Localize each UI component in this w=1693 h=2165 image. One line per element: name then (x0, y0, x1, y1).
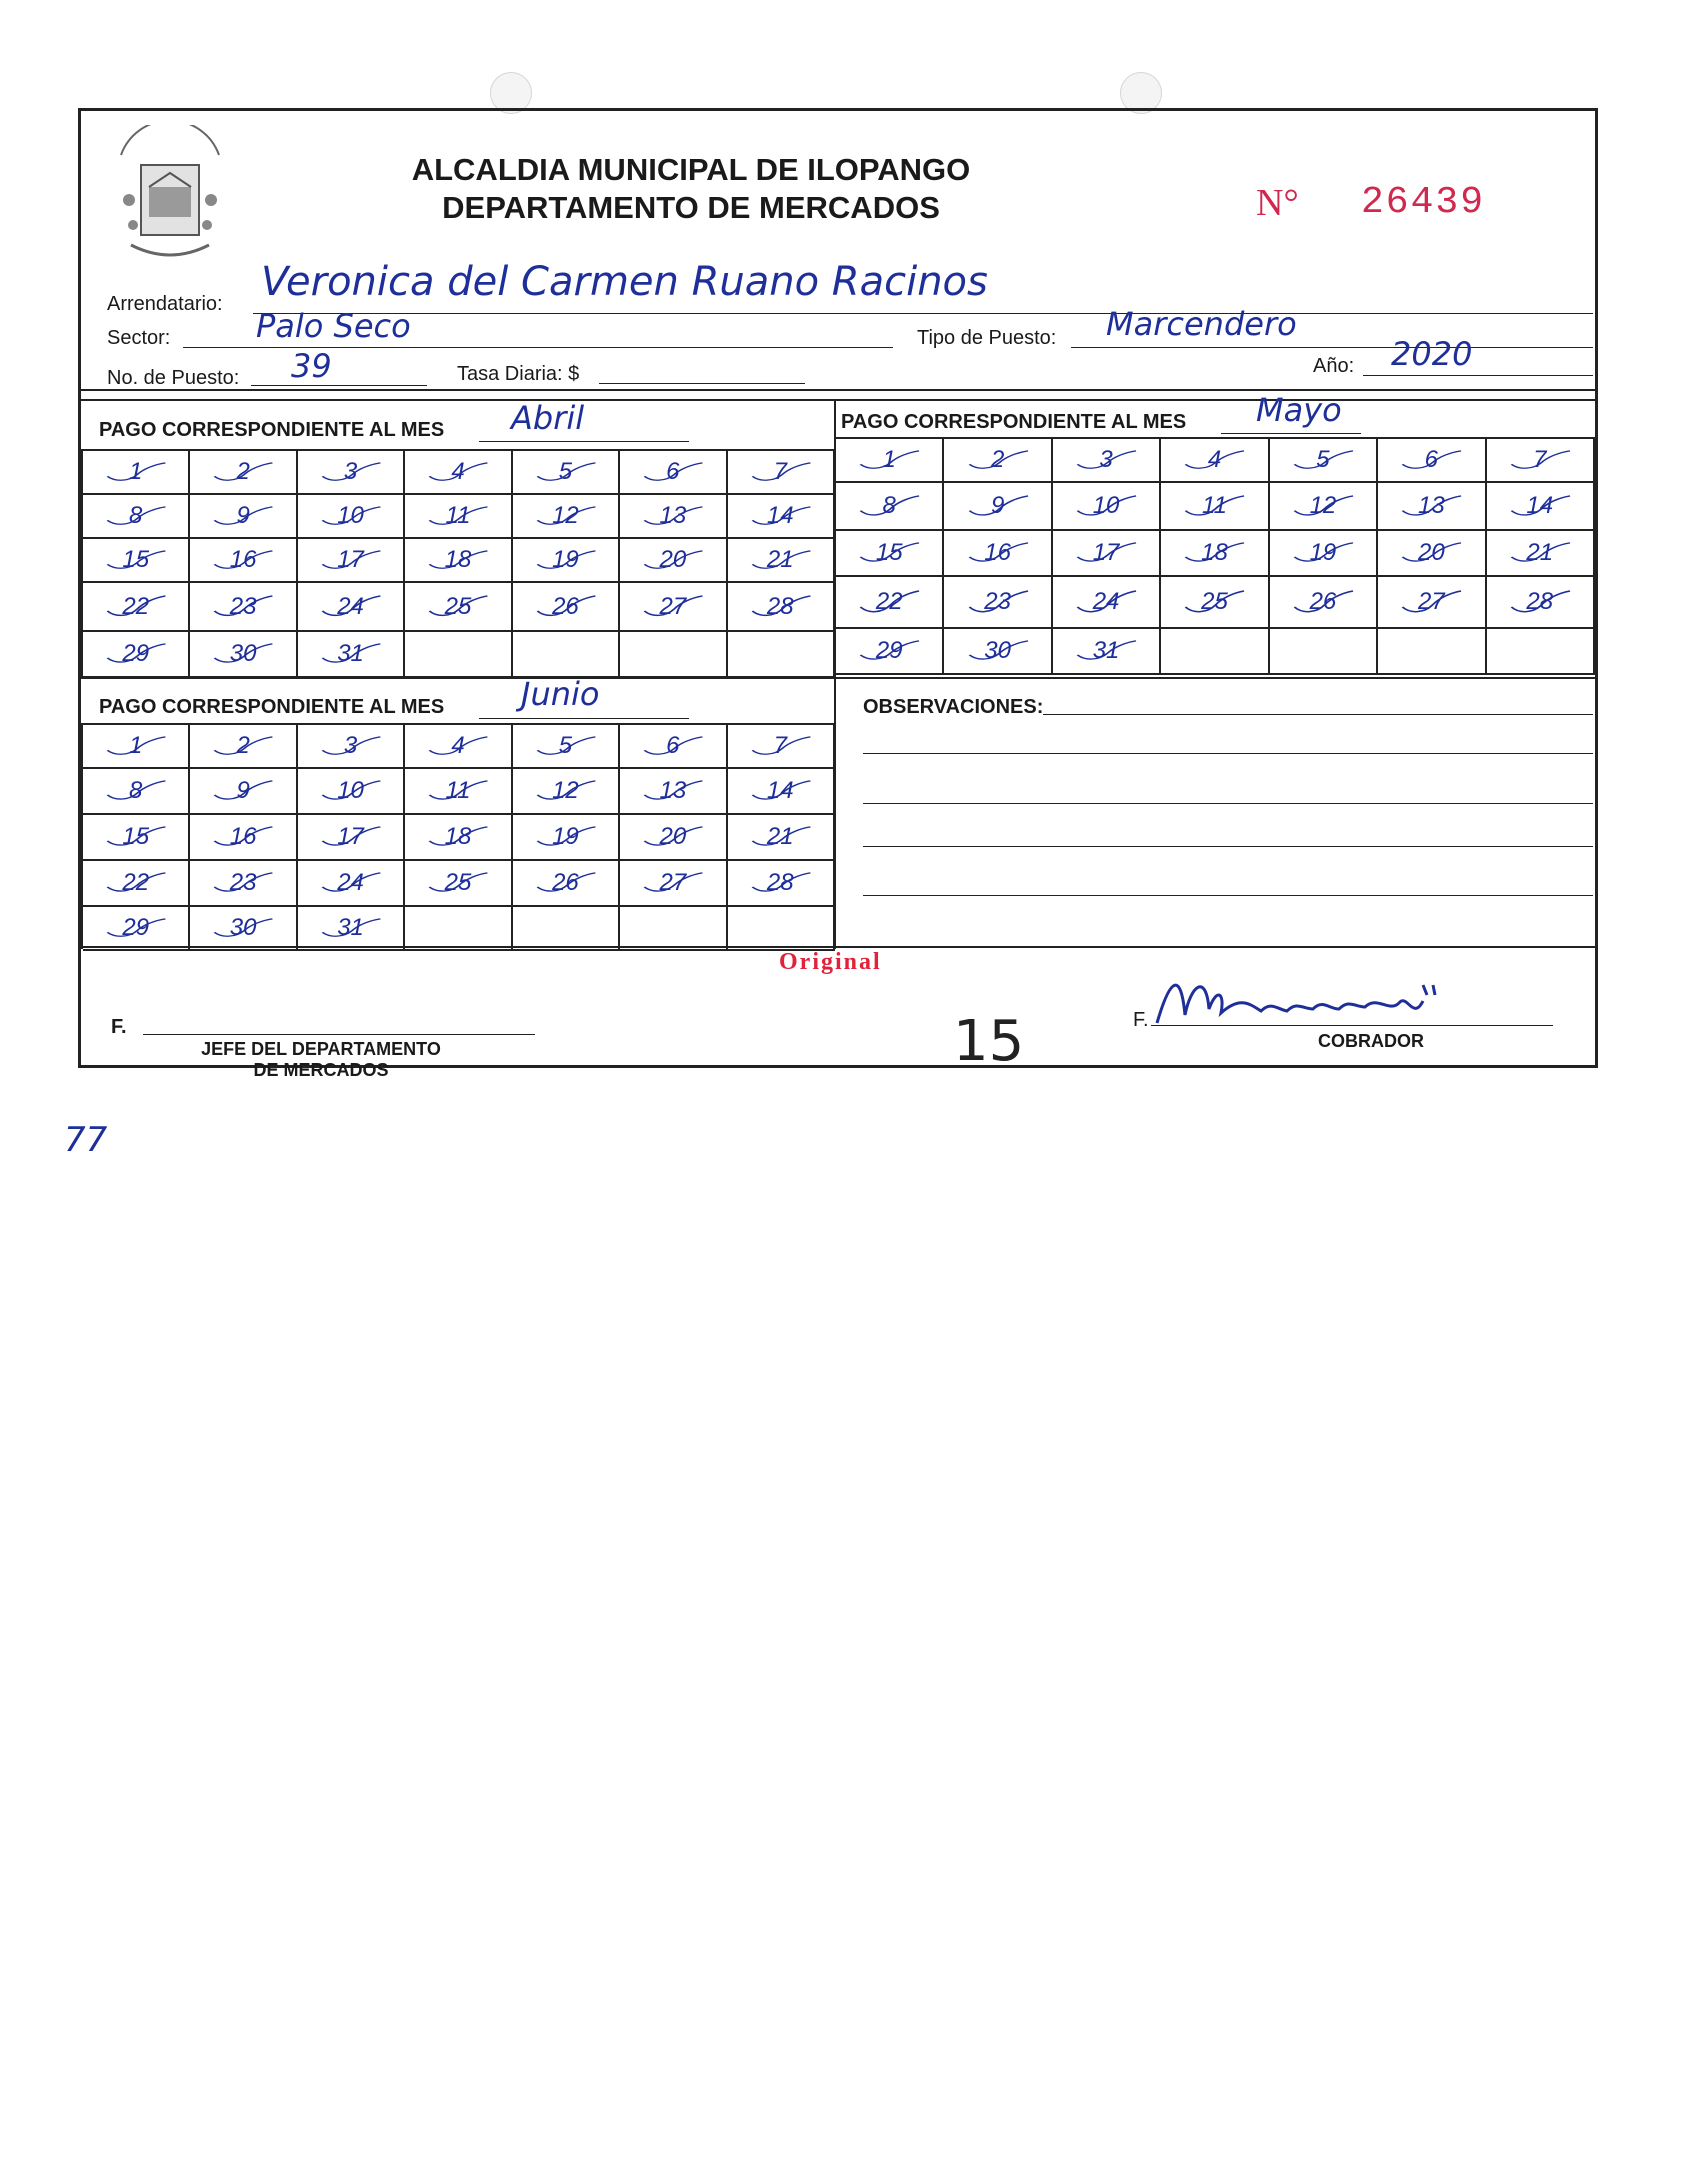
day-number: 2 (990, 446, 1005, 473)
day-cell[interactable] (620, 725, 727, 769)
day-number: 3 (1099, 446, 1113, 473)
day-number: 22 (875, 588, 903, 615)
day-cell[interactable] (1161, 577, 1269, 629)
day-cell[interactable] (405, 815, 512, 861)
day-number: 30 (229, 640, 257, 667)
day-number: 17 (337, 546, 364, 573)
day-cell[interactable] (83, 815, 190, 861)
day-number: 21 (766, 546, 794, 573)
day-number: 14 (766, 777, 794, 804)
arrendatario-value[interactable]: Veronica del Carmen Ruano Racinos (261, 259, 988, 305)
day-cell[interactable] (836, 577, 944, 629)
day-number: 21 (766, 823, 794, 850)
day-cell[interactable] (620, 495, 727, 539)
day-number: 19 (552, 823, 579, 850)
day-number: 10 (337, 777, 364, 804)
day-cell[interactable] (1053, 629, 1161, 675)
day-number: 23 (229, 592, 257, 620)
month-label: PAGO CORRESPONDIENTE AL MES (99, 696, 445, 718)
day-number: 7 (773, 458, 787, 485)
day-number: 11 (445, 777, 471, 804)
form-title (411, 151, 971, 227)
months-top-rule (81, 399, 1595, 401)
folio-label: N° (1256, 182, 1299, 224)
observaciones-line-2[interactable] (863, 753, 1593, 754)
day-number: 20 (1418, 539, 1445, 566)
day-cell[interactable] (83, 495, 190, 539)
tipo-label: Tipo de Puesto: (917, 327, 1057, 349)
day-cell[interactable] (836, 439, 944, 483)
folio-number: 26439 (1361, 181, 1486, 224)
day-cell[interactable] (298, 769, 405, 815)
empty-cell (728, 907, 835, 951)
day-number: 19 (1309, 539, 1337, 566)
title-line-2: DEPARTAMENTO DE MERCADOS (442, 190, 940, 225)
day-number: 31 (337, 914, 364, 941)
day-number: 23 (229, 869, 257, 896)
municipal-seal-icon (111, 125, 229, 271)
sector-value[interactable]: Palo Seco (256, 307, 411, 345)
jefe-signature-line[interactable] (143, 1034, 535, 1035)
observaciones-label: OBSERVACIONES: (863, 696, 1044, 718)
day-cell[interactable] (944, 531, 1052, 577)
empty-cell (405, 907, 512, 951)
day-number: 4 (451, 458, 465, 485)
month-label: PAGO CORRESPONDIENTE AL MES (99, 419, 445, 441)
day-number: 14 (766, 502, 794, 529)
day-cell[interactable] (1161, 531, 1269, 577)
empty-cell (1378, 629, 1486, 675)
arrendatario-line (253, 313, 1593, 314)
day-number: 30 (229, 914, 257, 941)
day-number: 18 (1201, 539, 1228, 566)
day-cell[interactable] (83, 725, 190, 769)
day-number: 25 (444, 592, 472, 620)
day-number: 6 (666, 458, 680, 485)
day-cell[interactable] (298, 451, 405, 495)
day-number: 12 (552, 777, 579, 804)
puesto-line (251, 385, 427, 386)
day-cell[interactable] (405, 769, 512, 815)
day-cell[interactable] (298, 861, 405, 907)
day-number: 26 (1309, 588, 1337, 615)
jefe-caption (181, 1039, 461, 1081)
day-cell[interactable] (405, 451, 512, 495)
month-value-abril[interactable]: Abril (511, 399, 585, 437)
tasa-label: Tasa Diaria: $ (457, 363, 580, 385)
month-label: PAGO CORRESPONDIENTE AL MES (841, 411, 1187, 433)
day-cell[interactable] (513, 861, 620, 907)
empty-cell (728, 632, 835, 678)
day-cell[interactable] (836, 629, 944, 675)
day-number: 12 (1309, 492, 1337, 519)
day-cell[interactable] (1378, 483, 1486, 531)
day-cell[interactable] (298, 583, 405, 632)
day-number: 13 (659, 502, 687, 529)
day-number: 13 (1418, 492, 1445, 519)
day-cell[interactable] (190, 451, 297, 495)
day-cell[interactable] (298, 725, 405, 769)
day-cell[interactable] (513, 495, 620, 539)
puesto-value[interactable]: 39 (291, 347, 332, 385)
cobrador-caption: COBRADOR (1318, 1031, 1424, 1051)
empty-cell (405, 632, 512, 678)
handwritten-number: 15 (953, 1009, 1025, 1074)
day-number: 29 (122, 640, 150, 667)
day-number: 13 (659, 777, 687, 804)
day-number: 9 (236, 502, 250, 529)
days-grid-abril (81, 449, 835, 679)
day-cell[interactable] (513, 769, 620, 815)
day-cell[interactable] (298, 495, 405, 539)
day-number: 4 (451, 732, 465, 759)
day-number: 1 (129, 458, 143, 485)
day-number: 10 (337, 502, 364, 529)
day-number: 31 (1092, 637, 1120, 664)
day-cell[interactable] (728, 495, 835, 539)
day-cell[interactable] (405, 583, 512, 632)
day-number: 27 (659, 869, 687, 896)
day-cell[interactable] (190, 539, 297, 583)
day-cell[interactable] (1270, 577, 1378, 629)
day-cell[interactable] (728, 539, 835, 583)
day-cell[interactable] (1270, 531, 1378, 577)
day-cell[interactable] (190, 769, 297, 815)
day-cell[interactable] (83, 451, 190, 495)
jefe-f-label: F. (111, 1016, 127, 1038)
day-cell[interactable] (620, 769, 727, 815)
observaciones-line-5[interactable] (863, 895, 1593, 896)
day-cell[interactable] (190, 495, 297, 539)
cobrador-signature (1151, 965, 1451, 1035)
day-number: 6 (666, 732, 680, 759)
day-number: 7 (1533, 446, 1547, 473)
observaciones-line-1[interactable] (1043, 714, 1593, 715)
header-bottom-rule (81, 389, 1595, 391)
day-number: 22 (122, 592, 150, 620)
month-value-mayo[interactable]: Mayo (1256, 391, 1342, 429)
month-value-junio[interactable]: Junio (521, 675, 600, 713)
day-cell[interactable] (944, 577, 1052, 629)
day-number: 16 (984, 539, 1011, 566)
day-cell[interactable] (298, 907, 405, 951)
day-number: 20 (659, 823, 687, 850)
day-number: 30 (984, 637, 1011, 664)
day-cell[interactable] (1053, 577, 1161, 629)
day-cell[interactable] (1487, 439, 1595, 483)
day-number: 24 (337, 869, 364, 896)
day-number: 29 (875, 637, 903, 664)
day-number: 4 (1207, 446, 1222, 473)
day-number: 11 (445, 502, 471, 529)
day-cell[interactable] (1053, 531, 1161, 577)
day-cell[interactable] (405, 539, 512, 583)
page-margin-note: 77 (64, 1120, 108, 1160)
cobrador-f-label: F. (1133, 1009, 1149, 1031)
month-line-junio (479, 718, 689, 719)
day-number: 12 (552, 502, 579, 529)
day-cell[interactable] (1487, 577, 1595, 629)
month-line-mayo (1221, 433, 1361, 434)
day-cell[interactable] (1378, 577, 1486, 629)
sector-line (183, 347, 893, 348)
day-number: 24 (337, 592, 364, 620)
day-number: 27 (659, 592, 687, 620)
day-cell[interactable] (405, 495, 512, 539)
day-cell[interactable] (620, 539, 727, 583)
anio-label: Año: (1313, 355, 1355, 377)
day-cell[interactable] (944, 629, 1052, 675)
tasa-line (599, 383, 805, 384)
day-cell[interactable] (83, 907, 190, 951)
jefe-caption-line-1: JEFE DEL DEPARTAMENTO (201, 1039, 441, 1059)
day-number: 3 (343, 458, 358, 485)
day-cell[interactable] (298, 632, 405, 678)
day-cell[interactable] (944, 439, 1052, 483)
day-cell[interactable] (1053, 439, 1161, 483)
day-number: 18 (444, 546, 472, 573)
day-number: 10 (1092, 492, 1120, 519)
day-cell[interactable] (83, 632, 190, 678)
day-cell[interactable] (728, 815, 835, 861)
day-number: 7 (773, 732, 787, 759)
day-cell[interactable] (83, 539, 190, 583)
observaciones-line-3[interactable] (863, 803, 1593, 804)
day-number: 17 (337, 823, 364, 850)
day-number: 8 (129, 777, 143, 804)
day-number: 18 (444, 823, 472, 850)
day-number: 17 (1092, 539, 1120, 566)
day-number: 26 (552, 592, 579, 620)
day-number: 19 (552, 546, 579, 573)
day-cell[interactable] (1378, 531, 1486, 577)
day-number: 2 (236, 458, 250, 485)
day-cell[interactable] (83, 583, 190, 632)
day-number: 3 (343, 732, 358, 759)
day-number: 5 (558, 732, 573, 759)
day-cell[interactable] (620, 815, 727, 861)
day-number: 14 (1526, 492, 1554, 519)
day-cell[interactable] (513, 451, 620, 495)
market-receipt-form (78, 108, 1598, 1080)
month-title-abril (99, 419, 444, 442)
day-cell[interactable] (836, 531, 944, 577)
day-cell[interactable] (513, 725, 620, 769)
day-number: 5 (1316, 446, 1330, 473)
day-cell[interactable] (728, 451, 835, 495)
empty-cell (1487, 629, 1595, 675)
day-cell[interactable] (728, 769, 835, 815)
month-line-abril (479, 441, 689, 442)
empty-cell (513, 907, 620, 951)
jefe-caption-line-2: DE MERCADOS (253, 1060, 389, 1080)
day-number: 15 (875, 539, 903, 566)
original-stamp: Original (779, 949, 882, 975)
day-cell[interactable] (1053, 483, 1161, 531)
day-number: 5 (558, 458, 573, 485)
arrendatario-label: Arrendatario: (107, 293, 223, 315)
day-number: 22 (122, 869, 150, 896)
day-cell[interactable] (728, 583, 835, 632)
day-number: 15 (122, 546, 150, 573)
day-cell[interactable] (190, 861, 297, 907)
day-cell[interactable] (1270, 439, 1378, 483)
day-number: 23 (984, 588, 1011, 615)
observaciones-line-4[interactable] (863, 846, 1593, 847)
puesto-label: No. de Puesto: (107, 367, 240, 389)
day-cell[interactable] (944, 483, 1052, 531)
day-number: 9 (990, 492, 1005, 519)
day-cell[interactable] (1378, 439, 1486, 483)
title-line-1: ALCALDIA MUNICIPAL DE ILOPANGO (411, 152, 971, 187)
day-number: 21 (1526, 539, 1554, 566)
day-cell[interactable] (1487, 483, 1595, 531)
day-cell[interactable] (405, 861, 512, 907)
days-grid-junio (81, 723, 835, 949)
day-number: 1 (882, 446, 896, 473)
day-number: 25 (444, 869, 472, 896)
empty-cell (513, 632, 620, 678)
day-cell[interactable] (620, 861, 727, 907)
day-cell[interactable] (836, 483, 944, 531)
day-cell[interactable] (1487, 531, 1595, 577)
empty-cell (620, 632, 727, 678)
day-cell[interactable] (298, 815, 405, 861)
day-number: 27 (1418, 588, 1445, 615)
day-number: 20 (659, 546, 687, 573)
anio-value[interactable]: 2020 (1391, 335, 1473, 373)
day-cell[interactable] (298, 539, 405, 583)
day-number: 16 (229, 823, 257, 850)
day-cell[interactable] (83, 769, 190, 815)
day-cell[interactable] (190, 632, 297, 678)
day-cell[interactable] (1161, 439, 1269, 483)
day-number: 6 (1424, 446, 1439, 473)
day-number: 8 (882, 492, 896, 519)
day-cell[interactable] (620, 583, 727, 632)
day-number: 25 (1201, 588, 1228, 615)
day-cell[interactable] (83, 861, 190, 907)
day-cell[interactable] (728, 861, 835, 907)
day-number: 24 (1092, 588, 1120, 615)
day-cell[interactable] (513, 815, 620, 861)
day-cell[interactable] (1161, 483, 1269, 531)
day-number: 29 (122, 914, 150, 941)
day-number: 16 (229, 546, 257, 573)
day-number: 11 (1202, 492, 1227, 519)
empty-cell (620, 907, 727, 951)
tipo-line (1071, 347, 1593, 348)
empty-cell (1161, 629, 1269, 675)
day-cell[interactable] (190, 583, 297, 632)
day-cell[interactable] (513, 583, 620, 632)
days-grid-mayo (834, 437, 1595, 679)
anio-line (1363, 375, 1593, 376)
day-cell[interactable] (190, 907, 297, 951)
month-title-mayo (841, 411, 1186, 434)
day-cell[interactable] (728, 725, 835, 769)
empty-cell (1270, 629, 1378, 675)
day-cell[interactable] (190, 725, 297, 769)
sector-label: Sector: (107, 327, 171, 349)
tipo-value[interactable]: Marcendero (1106, 305, 1297, 343)
day-number: 28 (766, 592, 794, 620)
day-number: 31 (337, 640, 364, 667)
day-cell[interactable] (190, 815, 297, 861)
day-number: 9 (236, 777, 250, 804)
day-number: 1 (129, 732, 143, 759)
day-number: 26 (552, 869, 579, 896)
day-cell[interactable] (405, 725, 512, 769)
day-cell[interactable] (620, 451, 727, 495)
day-number: 28 (1526, 588, 1554, 615)
day-number: 2 (236, 732, 250, 759)
day-number: 8 (129, 502, 143, 529)
day-cell[interactable] (513, 539, 620, 583)
day-cell[interactable] (1270, 483, 1378, 531)
day-number: 15 (122, 823, 150, 850)
month-title-junio (99, 696, 444, 719)
day-number: 28 (766, 869, 794, 896)
